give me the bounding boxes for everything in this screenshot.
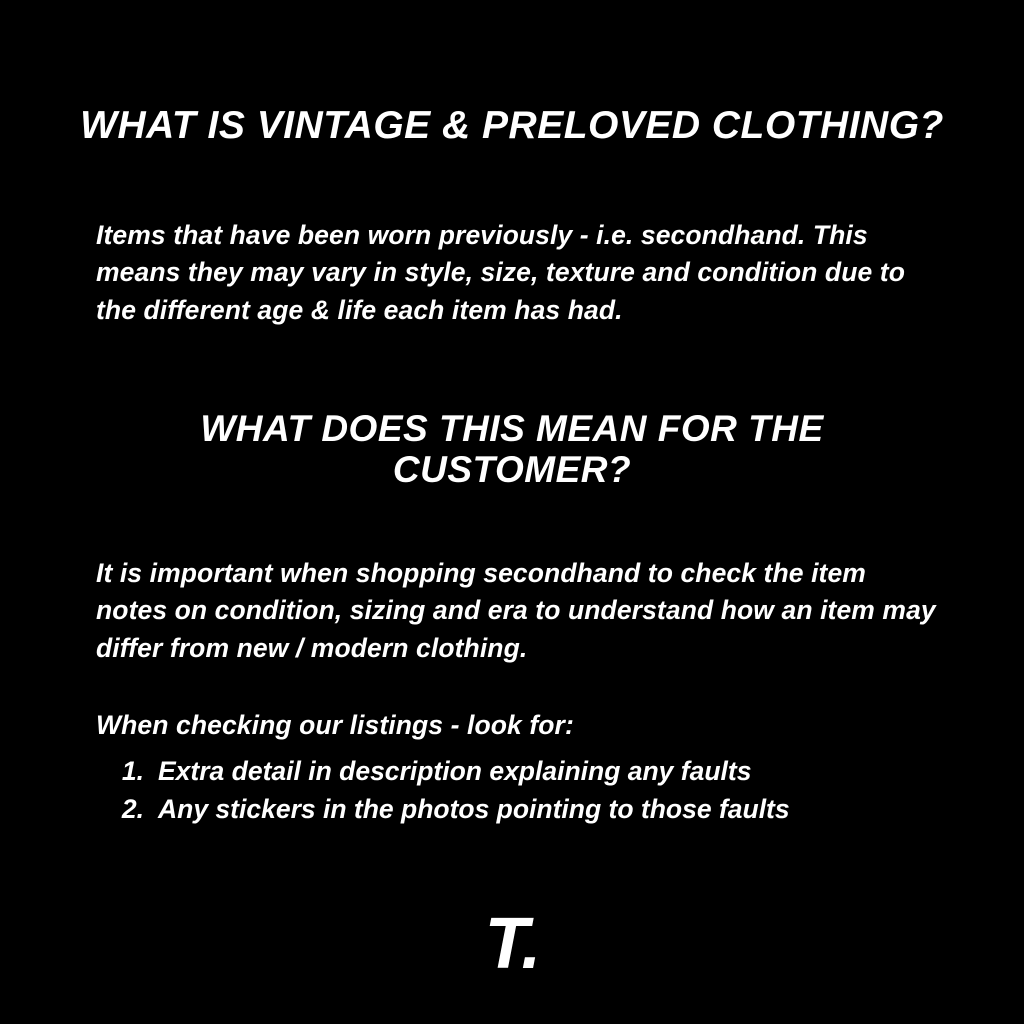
list-item-number: 2.: [121, 794, 144, 825]
checklist-intro: When checking our listings - look for:: [96, 709, 574, 740]
list-item-label: Any stickers in the photos pointing to those faults: [158, 794, 790, 825]
checklist: [120, 752, 960, 829]
list-item: [120, 752, 960, 790]
customer-advice-paragraph: It is important when shopping secondhand to check the item notes on condition, sizing and era to understand how an item may differ from new / modern clothing.: [96, 557, 936, 664]
list-item-label: Extra detail in description explaining any faults: [158, 756, 752, 786]
list-item-number: 1.: [121, 756, 144, 786]
definition-paragraph: Items that have been worn previously - i.e. secondhand. This means they may vary in style, size, texture and condition due to the different age & life each item has had.: [96, 219, 905, 326]
brand-logo: [0, 904, 1024, 984]
section-title-customer: WHAT DOES THIS MEAN FOR THE CUSTOMER?: [200, 407, 824, 491]
list-item: [120, 790, 960, 828]
brand-logo-mark: T.: [484, 904, 540, 984]
page-title: WHAT IS VINTAGE & PRELOVED CLOTHING?: [80, 104, 944, 148]
